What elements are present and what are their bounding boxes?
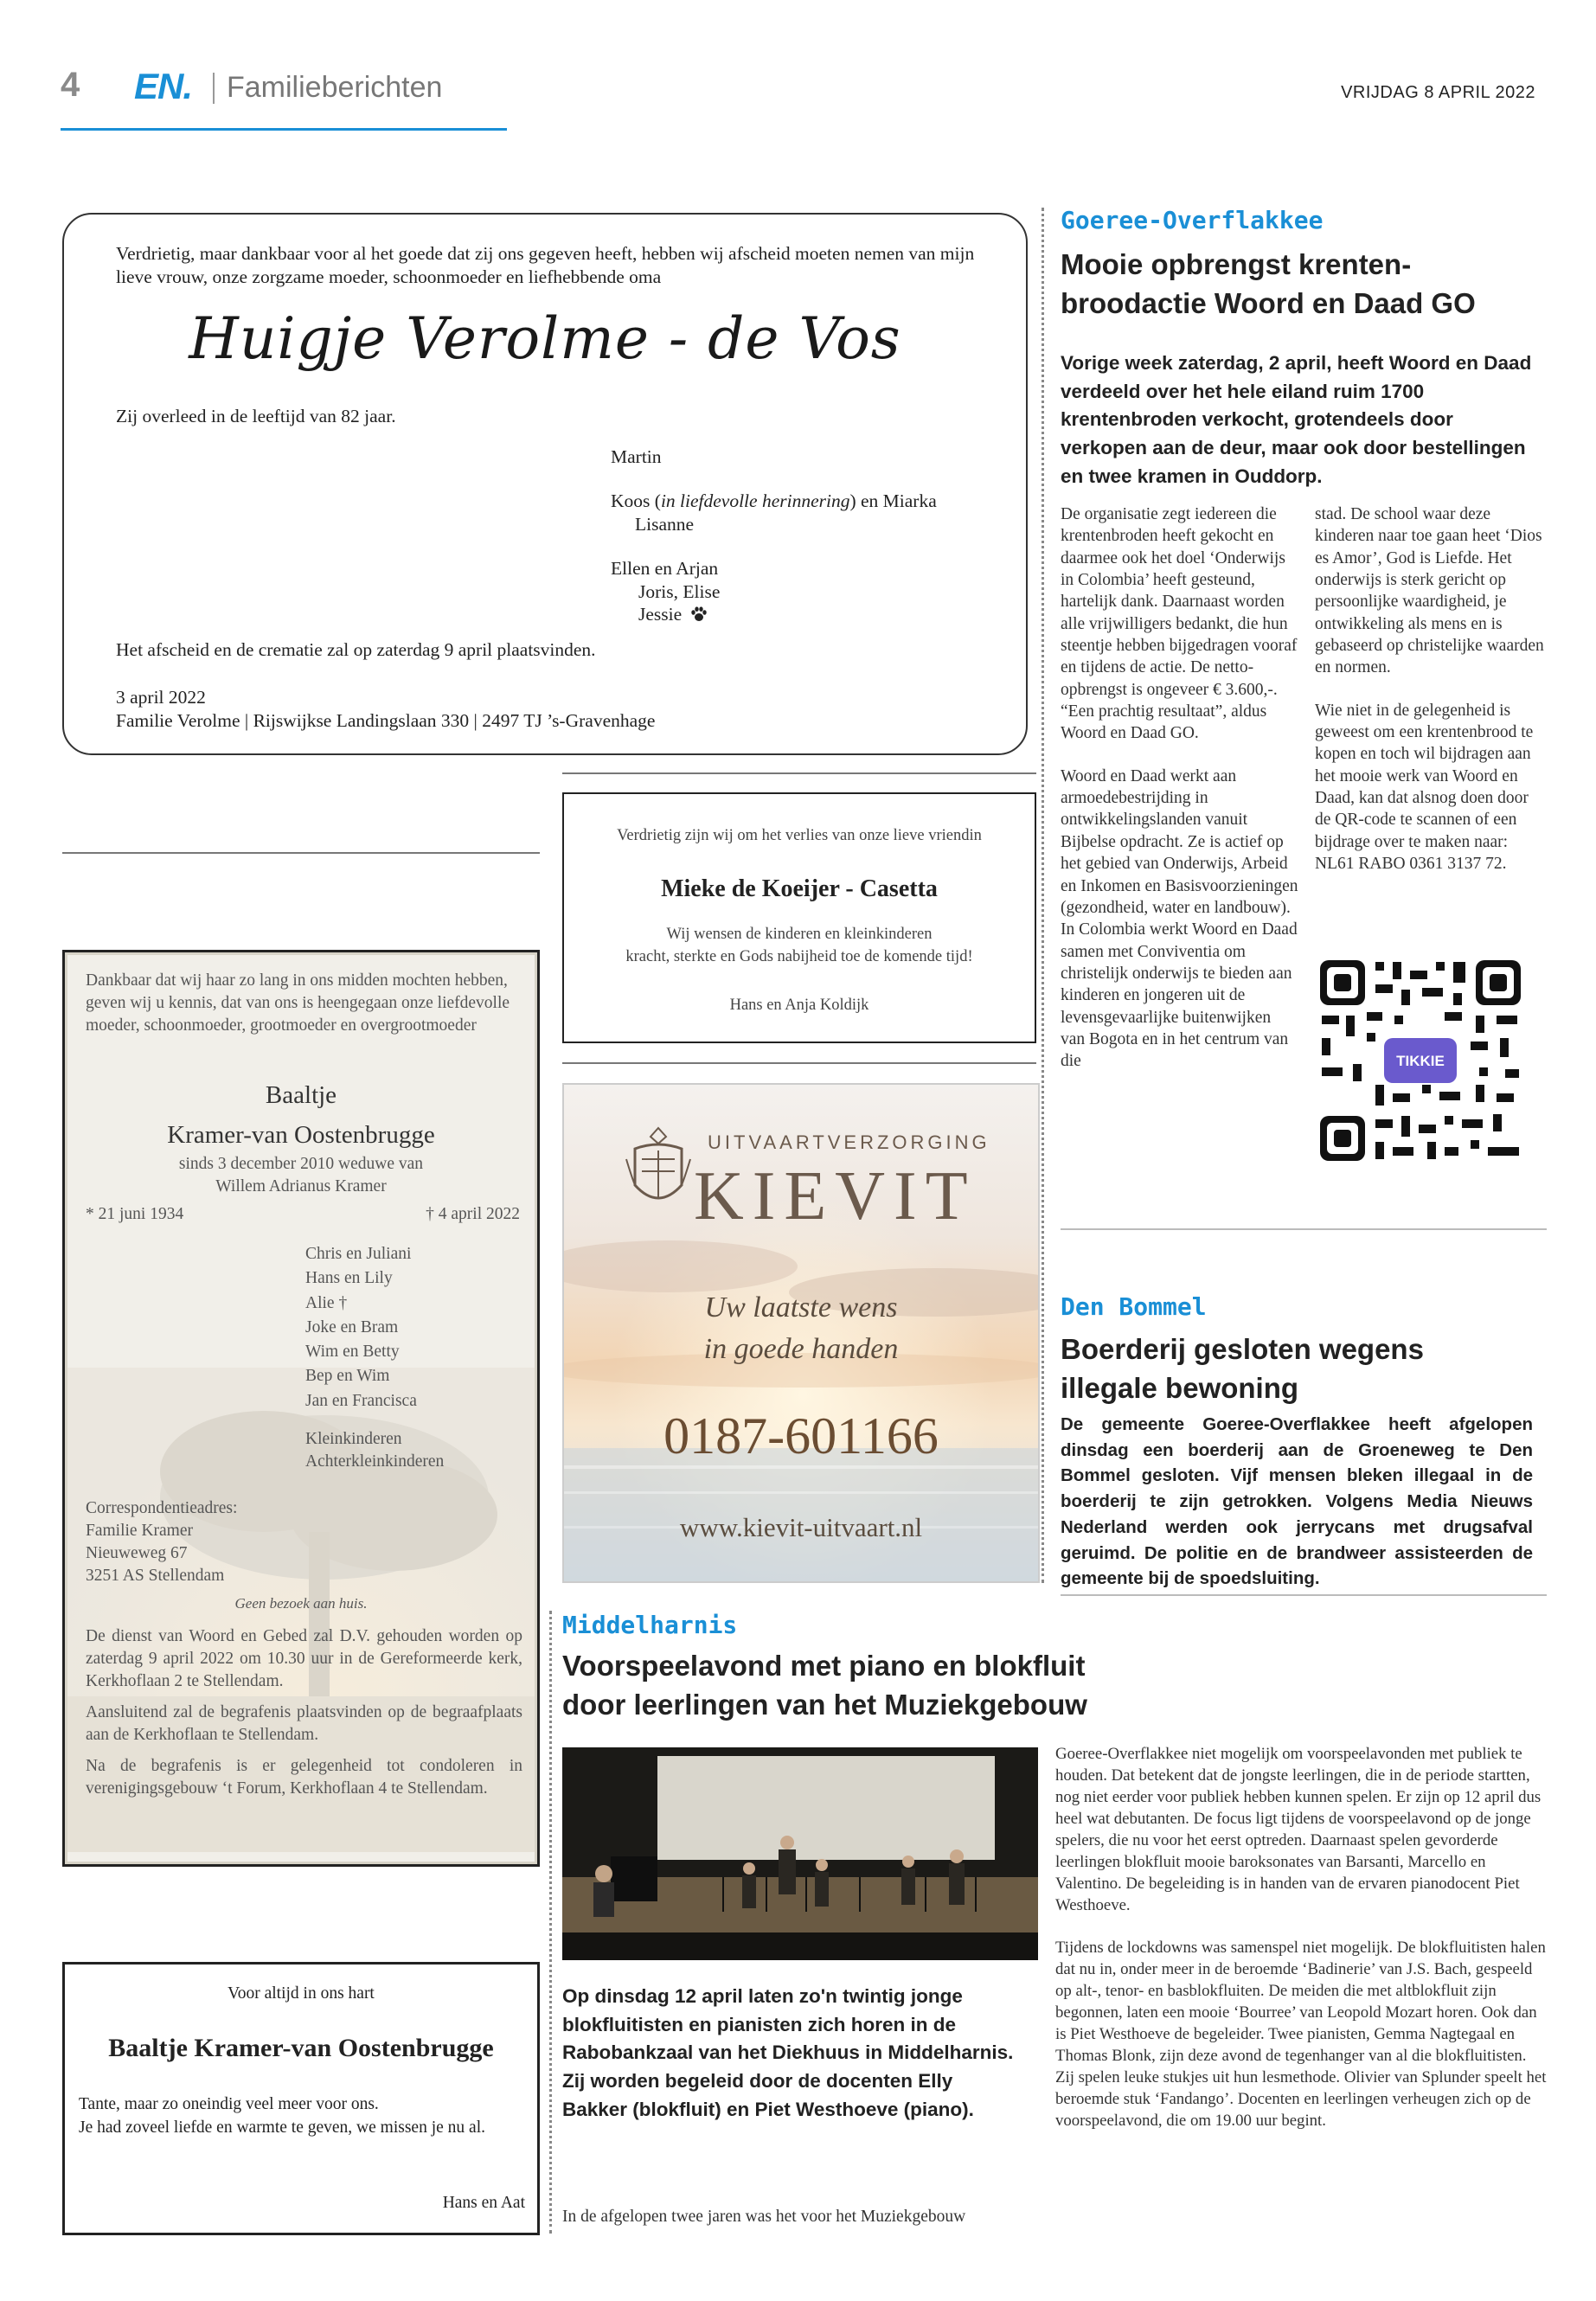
article-kicker: Goeree-Overflakkee [1061, 206, 1324, 234]
grandchildren: Kleinkinderen Achterkleinkinderen [305, 1430, 445, 1471]
header-rule [61, 128, 507, 131]
notice-message: Tante, maar zo oneindig veel meer voor ons. Je had zoveel liefde en warmte te geven, we missen je nu al. [79, 2095, 485, 2138]
family-member: Alie † [305, 1293, 348, 1312]
notice-intro: Verdrietig, maar dankbaar voor al het goede dat zij ons gegeven heeft, hebben wij afscheid moeten nemen van mijn lieve vrouw, onze zorgzame moeder, schoonmoeder en liefhebbende oma [116, 243, 975, 287]
crest-icon [623, 1125, 694, 1220]
paw-icon [690, 606, 708, 622]
notice-signature: Hans en Aat [442, 2194, 525, 2212]
article-kicker: Den Bommel [1061, 1292, 1207, 1321]
article-body: Goeree-Overflakkee niet mogelijk om voorspeelavonden met publiek te houden. Dat betekent dat de jongste leerlingen, die in de periode startten, nog niet eerder voor publiek hebben kunnen spelen. Er zijn op 12 april dus heel wat debutanten. De focus ligt tijdens de voorspeelavond op de jonge spelers, die nu voor het eerst optreden. Daarnaast spelen gevorderde leerlingen blokfluit mooie baroksonates van Barsanti, Marcello en Valentino. De begeleiding is in handen van de ervaren pianodocent Piet Westhoeve. Tijdens de lockdowns was samenspel niet mogelijk. De blokfluitisten halen dat nu in, onder meer in de beroemde ‘Badinerie’ van J.S. Bach, gespeeld op alt-, tenor- en basblokfluiten. De meiden die met altblokfluit zijn begonnen, laten een mooie ‘Bourree’ van Leopold Mozart horen. Ook dan is Piet Westhoeve de begeleider. Twee pianisten, Gemma Nagtegaal en Thomas Blonk, zijn deze avond de tegenhanger van al die blokfluitisten. Zij spelen leuke stukjes uit hun lesmethode. Olivier van Splunder speelt het beroemde stuk ‘Fandango’. Docenten en leerlingen verheugen zich op de voorspeelavond, die om 19.00 uur begint. [1055, 1745, 1547, 2130]
children-list [305, 1242, 417, 1413]
age-line: Zij overleed in de leeftijd van 82 jaar. [116, 406, 396, 426]
kievit-subtitle: UITVAARTVERZORGING [708, 1131, 990, 1153]
notice-wish: Wij wensen de kinderen en kleinkinderen kracht, sterkte en Gods nabijheid toe de komende tijd! [625, 926, 973, 965]
notice-address: Familie Verolme | Rijswijkse Landingslaan 330 | 2497 TJ ’s-Gravenhage [116, 709, 656, 731]
life-dates [86, 1203, 520, 1226]
article-lead: De gemeente Goeree-Overflakkee heeft afgelopen dinsdag een boerderij aan de Groeneweg te Den Bommel gesloten. Vijf mensen bleken illegaal in de boerderij te zijn getrokken. Volgens Media Nieuws Nederland werden ook jerrycans met drugsafval geruimd. De politie en de brandweer assisteerden de gemeente bij de spoedsluiting. [1061, 1414, 1533, 1589]
family-member: Koos (in liefdevolle herinnering) en Miarka [611, 490, 937, 511]
column-rule [62, 852, 540, 854]
article-headline: Voorspeelavond met piano en blokfluit door leerlingen van het Muziekgebouw [562, 1650, 1087, 1721]
kievit-slogan: Uw laatste wens in goede handen [703, 1292, 899, 1365]
newspaper-logo: EN. [134, 66, 193, 106]
qr-code-icon[interactable] [1315, 955, 1526, 1166]
notice-footer [116, 686, 655, 733]
family-member: Chris en Juliani [305, 1245, 412, 1263]
death-notice-huigje [62, 213, 1028, 755]
column-divider [1042, 208, 1044, 1583]
family-member: Martin [611, 446, 662, 467]
memorial-notice-baaltje [62, 1962, 540, 2235]
article-lead: Op dinsdag 12 april laten zo'n twintig jonge blokfluitisten en pianisten zich horen in de Rabobankzaal van het Diekhuus in Middelharnis. Zij worden begeleid door de docenten Elly Bakker (blokfluit) en Piet Westhoeve (piano). [562, 1985, 1014, 2120]
notice-intro: Dankbaar dat wij haar zo lang in ons midden mochten hebben, geven wij u kennis, dat van ons is heengegaan onze liefdevolle moeder, schoonmoeder, grootmoeder en overgrootmoeder [86, 971, 510, 1035]
kievit-advertisement [562, 1083, 1040, 1583]
deceased-name: Baaltje Kramer-van Oostenbrugge [108, 2034, 494, 2062]
article-kicker: Middelharnis [562, 1611, 738, 1639]
column-divider [549, 1611, 552, 2234]
death-date: † 4 april 2022 [426, 1205, 520, 1223]
condolence-info: Na de begrafenis is er gelegenheid tot condoleren in verenigingsgebouw ‘t Forum, Kerkhoflaan 4 te Stellendam. [86, 1757, 522, 1798]
family-member: Ellen en Arjan [611, 557, 719, 579]
column-rule [562, 1062, 1036, 1064]
kievit-brand: KIEVIT [694, 1158, 977, 1234]
article-body: In de afgelopen twee jaren was het voor het Muziekgebouw [562, 2208, 966, 2226]
article-headline: Boerderij gesloten wegens illegale bewoning [1061, 1333, 1424, 1404]
deceased-name: Mieke de Koeijer - Casetta [661, 875, 938, 902]
family-member: Lisanne [635, 513, 695, 535]
column-rule [562, 772, 1036, 774]
notice-intro: Verdrietig zijn wij om het verlies van onze lieve vriendin [617, 827, 982, 844]
burial-info: Aansluitend zal de begrafenis plaatsvinden op de begraafplaats aan de Kerkhoflaan te Stellendam. [86, 1703, 522, 1745]
family-member: Jan en Francisca [305, 1391, 417, 1410]
deceased-name: Huigje Verolme - de Vos [189, 305, 901, 372]
family-member: Jessie [611, 603, 937, 626]
notice-heading: Voor altijd in ons hart [228, 1984, 375, 2003]
service-info: De dienst van Woord en Gebed zal D.V. gehouden worden op zaterdag 9 april 2022 om 10.30 uur in de Gereformeerde kerk, Kerkhoflaan 2 te Stellendam. [86, 1627, 522, 1691]
deceased-last-name: Kramer-van Oostenbrugge [167, 1121, 435, 1149]
family-list [611, 445, 937, 626]
article-lead: Vorige week zaterdag, 2 april, heeft Woord en Daad verdeeld over het hele eiland ruim 1700 krentenbroden verkocht, grotendeels door verkopen aan de deur, maar ook door bestellingen en twee kramen in Ouddorp. [1061, 352, 1532, 487]
qr-label: TIKKIE [1396, 1053, 1445, 1069]
family-member: Bep en Wim [305, 1367, 390, 1386]
article-body: stad. De school waar deze kinderen naar toe gaan heet ‘Dios es Amor’, God is Liefde. Het onderwijs is sterk gericht op persoonlijke waardigheid, je ontwikkeling als mens en is gebaseerd op christelijke waarden en normen. Wie niet in de gelegenheid is geweest om een krentenbrood te kopen en toch wil bijdragen aan het mooie werk van Woord en Daad, kan dat alsnog doen door de QR-code te scannen of een bijdrage over te maken naar: NL61 RABO 0361 3137 72. [1315, 505, 1544, 874]
notice-date: 3 april 2022 [116, 687, 206, 708]
header-divider [213, 73, 215, 104]
family-member: Joris, Elise [638, 580, 721, 602]
article-headline: Mooie opbrengst krenten- broodactie Woord en Daad GO [1061, 248, 1476, 319]
column-rule [1061, 1594, 1547, 1596]
widow-line: sinds 3 december 2010 weduwe van Willem Adrianus Kramer [178, 1155, 424, 1196]
death-notice-baaltje [62, 950, 540, 1867]
notice-signature: Hans en Anja Koldijk [729, 997, 869, 1014]
correspondence-address: Correspondentieadres: Familie Kramer Nieuweweg 67 3251 AS Stellendam [86, 1499, 238, 1586]
no-visit-note: Geen bezoek aan huis. [234, 1595, 368, 1612]
page-number: 4 [61, 66, 80, 104]
ceremony-line: Het afscheid en de crematie zal op zaterdag 9 april plaatsvinden. [116, 639, 596, 660]
kievit-phone: 0187-601166 [663, 1407, 939, 1465]
column-rule [1061, 1228, 1547, 1230]
article-body: De organisatie zegt iedereen die krentenbroden heeft gekocht en daarmee ook het doel ‘Onderwijs in Colombia’ heeft gesteund, hartelijk dank. Daarnaast worden alle vrijwilligers bedankt, die hun steentje hebben bijgedragen vooraf en tijdens de actie. De netto-opbrengst is ongeveer € 3.600,-. “Een prachtig resultaat”, aldus Woord en Daad GO. Woord en Daad werkt aan armoedebestrijding in ontwikkelingslanden vanuit Bijbelse opdracht. Ze is actief op het gebied van Onderwijs, Arbeid en Inkomen en Basisvoorzieningen (gezondheid, water en landbouw). In Colombia werkt Woord en Daad samen met Conviventia om christelijk onderwijs te bieden aan kinderen en jongeren uit de levensgevaarlijke buitenwijken van Bogota en in het centrum van die [1061, 505, 1298, 1071]
family-member: Joke en Bram [305, 1317, 399, 1336]
section-title: Familieberichten [227, 71, 443, 104]
deceased-first-name: Baaltje [265, 1081, 337, 1109]
birth-date: * 21 juni 1934 [86, 1205, 184, 1223]
death-notice-mieke [562, 792, 1036, 1043]
family-member: Hans en Lily [305, 1269, 393, 1288]
family-member: Wim en Betty [305, 1343, 400, 1362]
issue-date: VRIJDAG 8 APRIL 2022 [1341, 83, 1535, 102]
kievit-website[interactable]: www.kievit-uitvaart.nl [679, 1512, 923, 1542]
concert-photo [562, 1747, 1038, 1960]
